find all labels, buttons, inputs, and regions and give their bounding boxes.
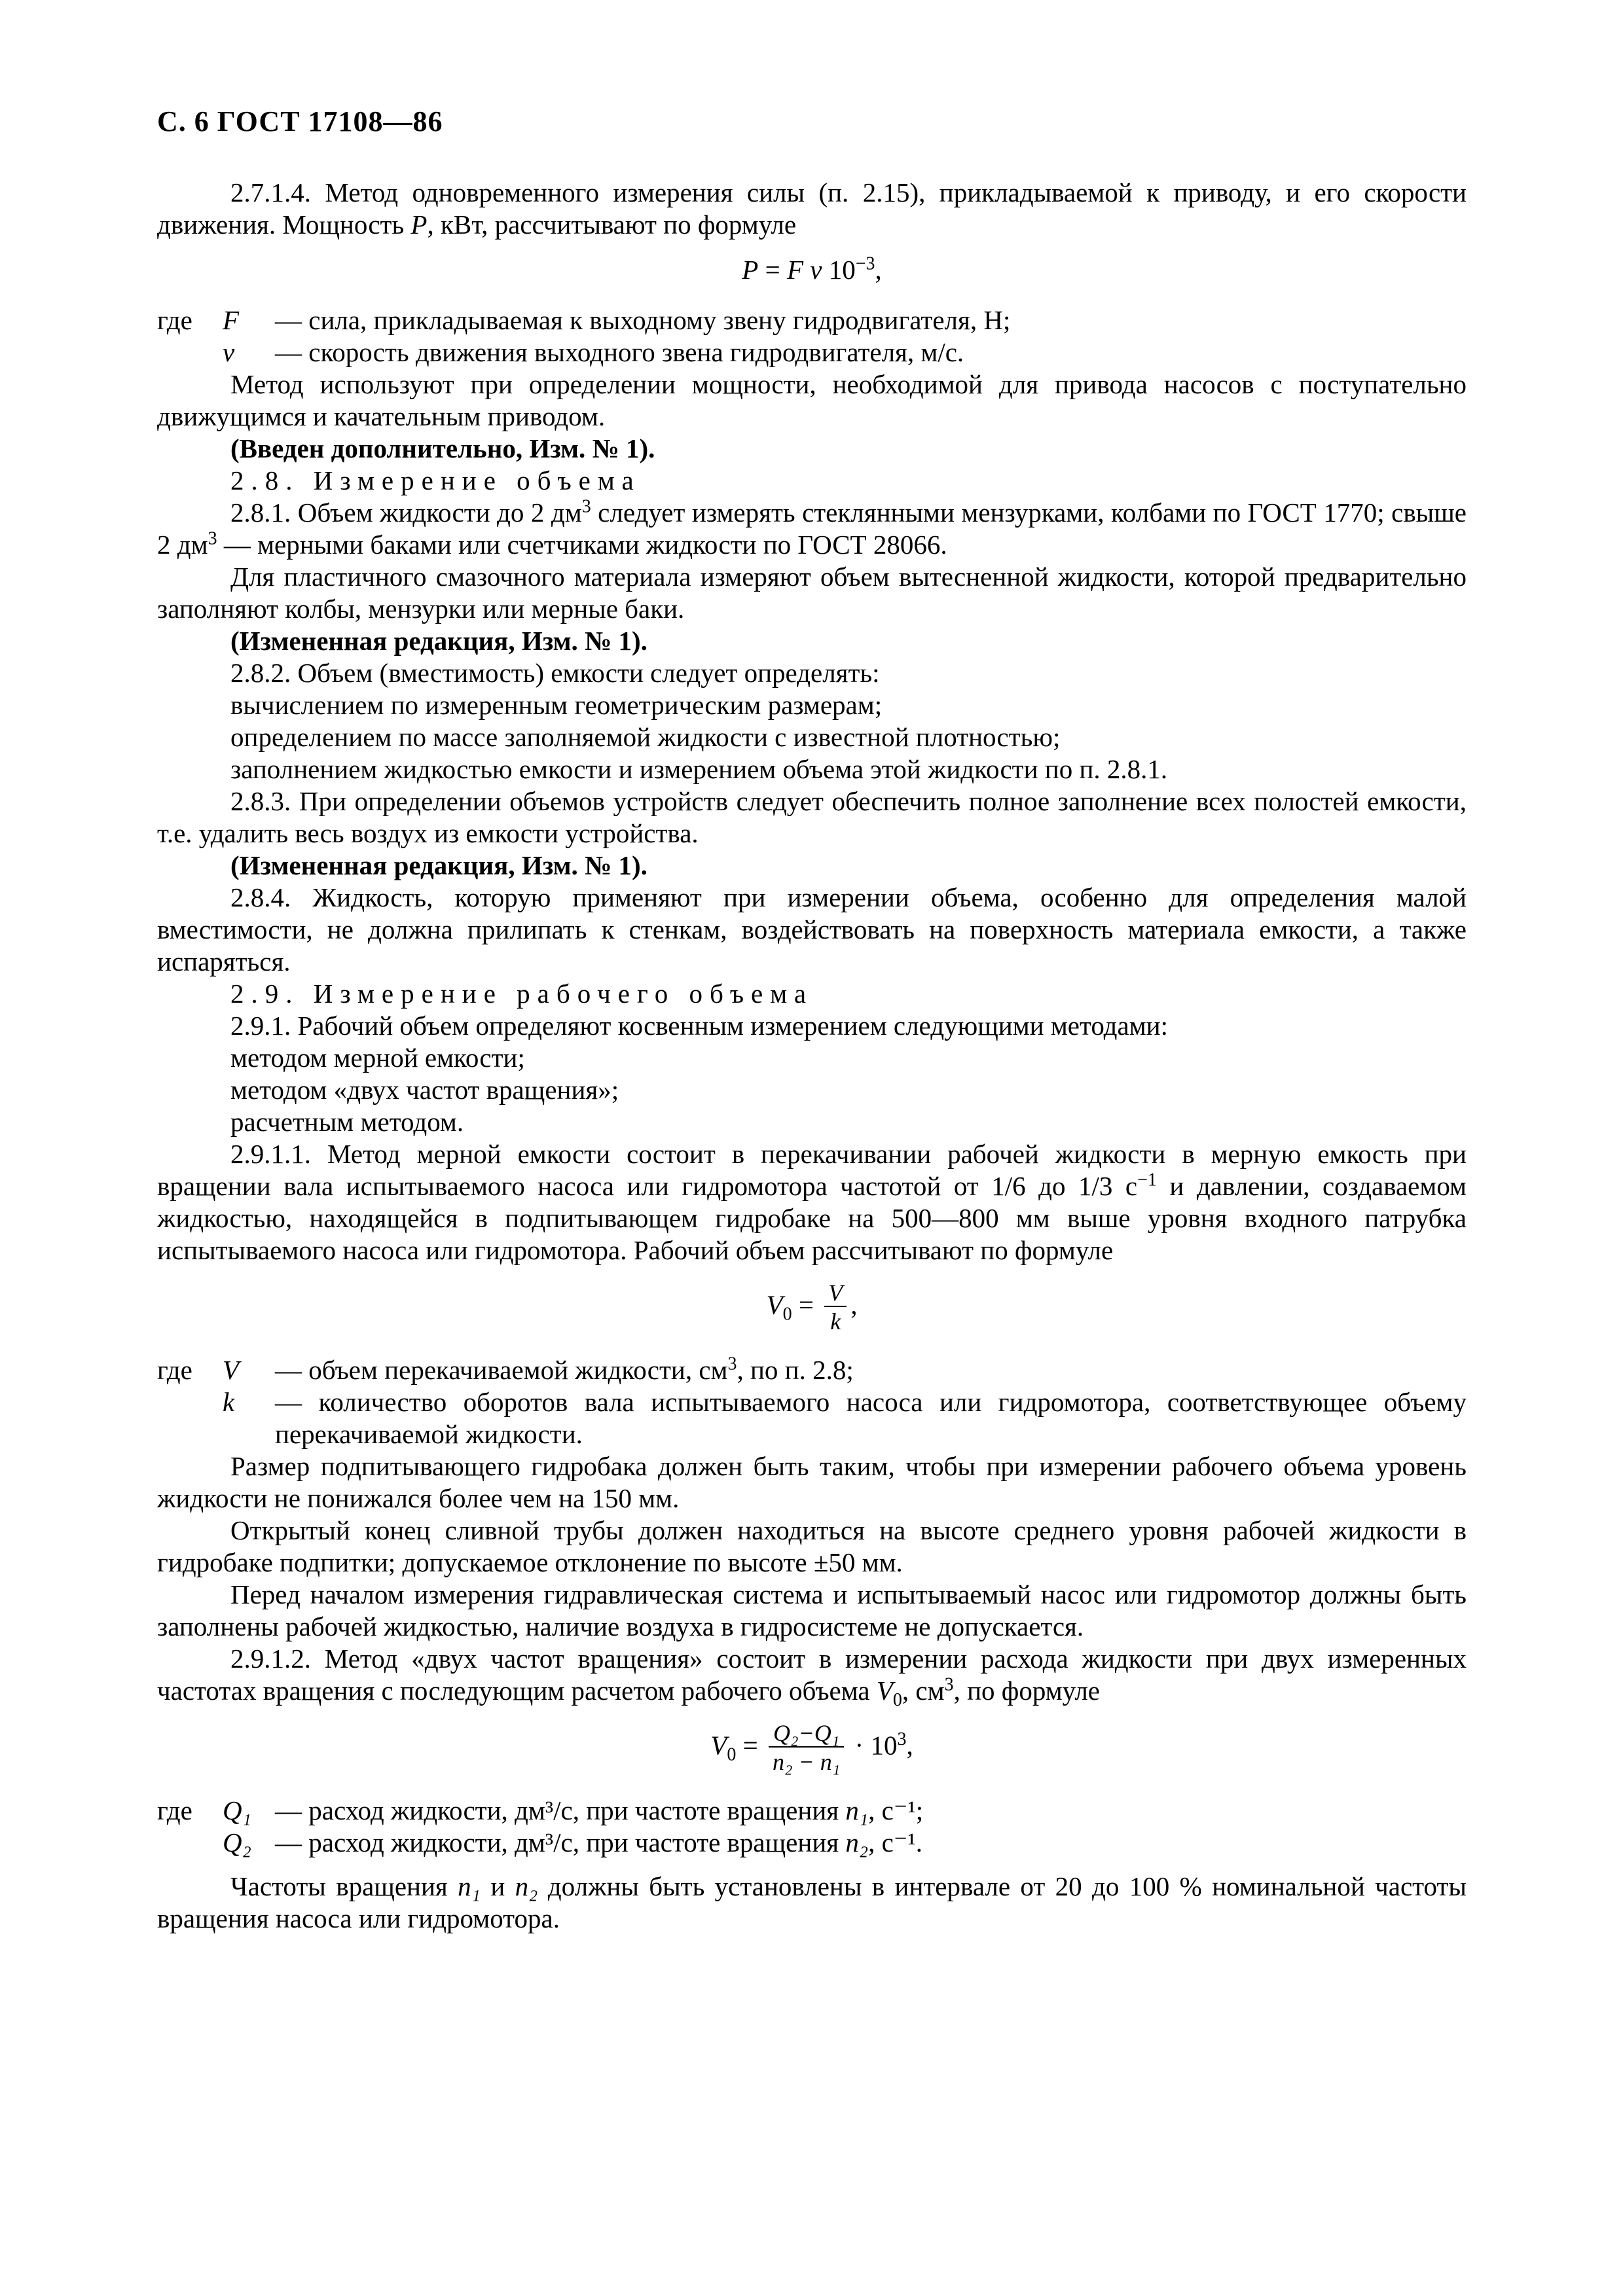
formula-mult: · 10 (848, 1730, 898, 1761)
fraction-numerator: V (824, 1280, 847, 1307)
paragraph-plastic: Для пластичного смазочного материала измеряют объем вытесненной жидкости, которой предварительно заполняют колбы, мензурки или мерные баки. (157, 562, 1467, 624)
text: , см (902, 1676, 945, 1706)
var-v: V (876, 1676, 893, 1706)
formula-lhs: P (742, 255, 759, 285)
where-label: где (157, 305, 192, 335)
formula-eq: = (792, 1289, 821, 1320)
list-item: методом мерной емкости; (230, 1043, 525, 1073)
page-header: С. 6 ГОСТ 17108—86 (157, 105, 443, 137)
legend-text: — скорость движения выходного звена гидродвигателя, м/с. (275, 337, 964, 367)
paragraph-open-end: Открытый конец сливной трубы должен находиться на высоте среднего уровня рабочей жидкости в гидробаке подпитки; допускаемое отклонение по высоте ±50 мм. (157, 1515, 1467, 1577)
formula-f: F (786, 255, 803, 285)
superscript: 3 (944, 1674, 954, 1695)
formula-eq: = (758, 255, 787, 285)
text: и давлении, создаваемом жидкостью, находящейся в подпитывающем гидробаке на 500—800 мм выше уровня входного патрубка испытываемого насоса или гидромотора. Рабочий объем рассчитывают по формуле (157, 1171, 1467, 1265)
superscript: 3 (208, 528, 217, 549)
where-label: где (157, 1795, 192, 1825)
formula-two-frequencies (157, 1720, 1467, 1776)
list-item: вычислением по измеренным геометрическим размерам; (230, 690, 883, 720)
text: — расход жидкости, дм³/с, при частоте вращения (275, 1827, 846, 1857)
legend-v (157, 336, 1467, 368)
var-p: P (410, 209, 428, 240)
fraction-one-sixth: 1/6 (991, 1171, 1026, 1201)
formula-tail: , (906, 1730, 913, 1761)
legend-f (157, 304, 1467, 336)
text: — объем перекачиваемой жидкости, см (275, 1355, 728, 1385)
section-2-9-title: 2.9. Измерение рабочего объема (230, 978, 814, 1009)
paragraph-tank-size: Размер подпитывающего гидробака должен быть таким, чтобы при измерении рабочего объема уровень жидкости не понижался более чем на 150 мм. (157, 1451, 1467, 1513)
text: , кВт, рассчитывают по формуле (427, 209, 797, 240)
text: с (1112, 1171, 1138, 1201)
formula-tail: , (850, 1289, 858, 1320)
formula-sub: 0 (782, 1304, 792, 1325)
text: , по п. 2.8; (737, 1355, 854, 1385)
legend-indent (157, 336, 223, 368)
formula-lhs: V (710, 1730, 727, 1761)
formula-fraction (769, 1720, 844, 1776)
legend-q1 (157, 1795, 1467, 1827)
text: , с⁻¹. (868, 1827, 923, 1857)
formula-fraction (824, 1280, 847, 1336)
paragraph-frequencies (157, 1871, 1467, 1935)
var-n1: n₁ (458, 1871, 481, 1901)
legend-indent (157, 1827, 223, 1859)
fraction-denominator: k (830, 1308, 841, 1335)
formula-sub: 0 (727, 1744, 737, 1765)
superscript: 3 (727, 1354, 737, 1374)
amendment-note: (Введен дополнительно, Изм. № 1). (230, 433, 655, 463)
paragraph-before-measure: Перед началом измерения гидравлическая система и испытываемый насос или гидромотор должны быть заполнены рабочей жидкостью, наличие воздуха в гидросистеме не допускается. (157, 1579, 1467, 1641)
superscript: −1 (1137, 1170, 1157, 1191)
paragraph-2-9-1: 2.9.1. Рабочий объем определяют косвенным измерением следующими методами: (230, 1011, 1169, 1041)
legend-indent (157, 1386, 223, 1450)
var-n2: n₂ (515, 1871, 538, 1901)
legend-k (157, 1386, 1467, 1450)
fraction-one-third: 1/3 (1078, 1171, 1113, 1201)
spacer (157, 1859, 1467, 1871)
amendment-note: (Измененная редакция, Изм. № 1). (230, 626, 647, 656)
formula-exp: 3 (897, 1729, 907, 1749)
paragraph-2-9-1-2 (157, 1643, 1467, 1711)
legend-text: — сила, прикладываемая к выходному звену гидродвигателя, Н; (275, 305, 1011, 335)
paragraph-2-8-2: 2.8.2. Объем (вместимость) емкости следует определять: (230, 658, 880, 688)
list-item: методом «двух частот вращения»; (230, 1075, 619, 1105)
legend-symbol: V (223, 1355, 240, 1385)
fraction-denominator: n₂ − n₁ (772, 1749, 841, 1775)
legend-text (275, 1354, 854, 1386)
paragraph-2-8-3: 2.8.3. При определении объемов устройств следует обеспечить полное заполнение всех полостей емкости, т.е. удалить весь воздух из емкости устройства. (157, 786, 1467, 848)
text: и (480, 1871, 515, 1901)
formula-power (157, 254, 1467, 286)
formula-volume (157, 1280, 1467, 1336)
text: 2.9.1.1. Метод мерной емкости состоит в перекачивании рабочей жидкости в мерную емкость при вращении вала испытываемого насоса или гидромотора частотой от (157, 1139, 1467, 1201)
formula-exp: −3 (855, 253, 875, 274)
legend-symbol: k (223, 1387, 235, 1417)
formula-lhs: V (766, 1289, 783, 1320)
subscript: 0 (892, 1690, 902, 1711)
list-item: расчетным методом. (230, 1107, 464, 1137)
text: 2.8.1. Объем жидкости до 2 дм (230, 497, 582, 528)
legend-text (275, 1795, 923, 1827)
list-item: заполнением жидкостью емкости и измерением объема этой жидкости по п. 2.8.1. (230, 754, 1168, 784)
legend-text: — количество оборотов вала испытываемого насоса или гидромотора, соответствующее объему перекачиваемой жидкости. (275, 1387, 1467, 1449)
text: 2.7.1.4. Метод одновременного измерения силы (п. 2.15), прикладываемой к приводу, и его скорости движения. Мощность (157, 177, 1467, 240)
list-item: определением по массе заполняемой жидкости с известной плотностью; (230, 722, 1061, 752)
legend-symbol: v (223, 337, 235, 367)
text: — мерными баками или счетчиками жидкости по ГОСТ 28066. (217, 529, 947, 560)
text: 2.9.1.2. Метод «двух частот вращения» состоит в измерении расхода жидкости при двух измеренных частотах вращения с последующим расчетом рабочего объема (157, 1643, 1467, 1706)
text: до (1025, 1171, 1078, 1201)
text: , по формуле (953, 1676, 1101, 1706)
formula-eq: = (736, 1730, 765, 1761)
amendment-note: (Измененная редакция, Изм. № 1). (230, 850, 647, 880)
text: , с⁻¹; (868, 1795, 924, 1825)
formula-ten: 10 (822, 255, 856, 285)
where-label: где (157, 1355, 192, 1385)
paragraph-2-7-1-4 (157, 177, 1467, 241)
legend-v0 (157, 1354, 1467, 1386)
paragraph-method-use: Метод используют при определении мощности, необходимой для привода насосов с поступательно движущимся и качательным приводом. (157, 369, 1467, 431)
var-n2: n₂ (845, 1827, 869, 1857)
formula-tail: , (875, 255, 882, 285)
text: — расход жидкости, дм³/с, при частоте вращения (275, 1795, 846, 1825)
paragraph-2-9-1-1 (157, 1138, 1467, 1266)
paragraph-2-8-4: 2.8.4. Жидкость, которую применяют при измерении объема, особенно для определения малой вместимости, не должна прилипать к стенкам, воздействовать на поверхность материала емкости, а также испаряться. (157, 882, 1467, 977)
legend-symbol: Q₁ (223, 1795, 251, 1825)
legend-text (275, 1827, 922, 1859)
section-2-8-title: 2.8. Измерение объема (230, 465, 641, 495)
document-body (157, 177, 1467, 1935)
superscript: 3 (581, 496, 591, 517)
legend-symbol: Q₂ (223, 1827, 251, 1857)
legend-symbol: F (223, 305, 240, 335)
fraction-numerator: Q₂−Q₁ (769, 1720, 844, 1748)
var-n1: n₁ (845, 1795, 869, 1825)
text: Частоты вращения (230, 1871, 458, 1901)
formula-v: v (810, 255, 822, 285)
paragraph-2-8-1 (157, 497, 1467, 561)
text: следует измерять стеклянными мензурками, колбами по ГОСТ 1770; свыше 2 дм (157, 497, 1467, 560)
legend-q2 (157, 1827, 1467, 1859)
text: должны быть установлены в интервале от 20 до 100 % номинальной частоты вращения насоса или гидромотора. (157, 1871, 1467, 1933)
